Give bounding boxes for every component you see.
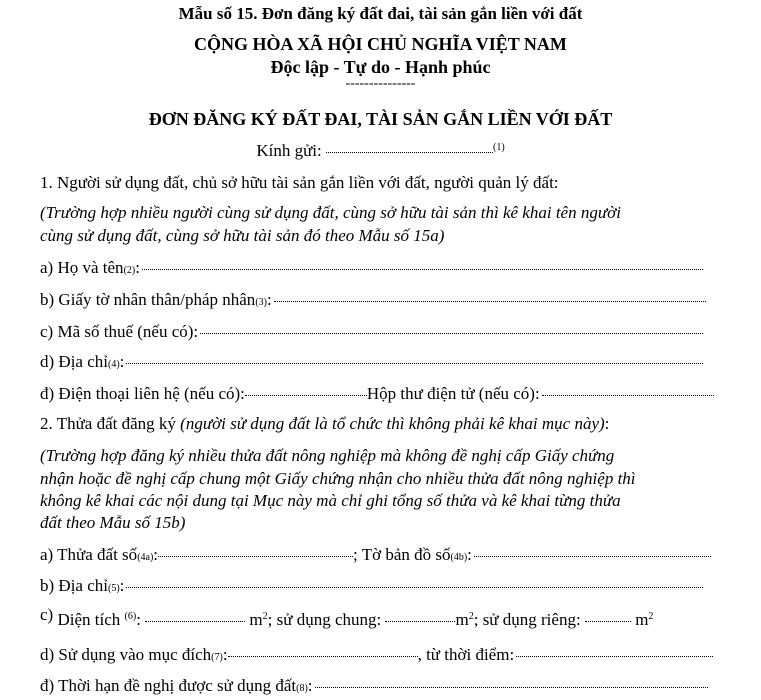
s1-tax-field[interactable] bbox=[200, 332, 703, 334]
s2-shared-field[interactable] bbox=[385, 620, 455, 622]
section1-note-line1: (Trường hợp nhiều người cùng sử dụng đất, cùng sở hữu tài sản thì kê khai tên người bbox=[40, 203, 621, 222]
s2-since-label: , từ thời điểm: bbox=[417, 645, 515, 664]
s1-name-label: a) Họ và tên bbox=[40, 258, 124, 277]
s2-term-field[interactable] bbox=[315, 686, 708, 688]
s2-map-field[interactable] bbox=[474, 555, 711, 557]
motto: Độc lập - Tự do - Hạnh phúc bbox=[270, 57, 491, 77]
s1-id-field[interactable] bbox=[274, 300, 706, 302]
s2-since-field[interactable] bbox=[516, 655, 713, 657]
s2-address-row: b) Địa chỉ (5) : bbox=[40, 576, 705, 596]
section2-heading-end: : bbox=[604, 414, 610, 433]
s2-address-label: b) Địa chỉ bbox=[40, 576, 108, 595]
s2-area-unit: m bbox=[249, 610, 263, 629]
document-title: ĐƠN ĐĂNG KÝ ĐẤT ĐAI, TÀI SẢN GẮN LIỀN VỚI ĐẤT bbox=[148, 109, 613, 129]
section2-note-line3: không kê khai các nội dung tại Mục này mà chỉ ghi tổng số thửa và kê khai từng thửa bbox=[40, 491, 621, 510]
s1-tax-label: c) Mã số thuế (nếu có): bbox=[40, 322, 199, 341]
s1-phone-field[interactable] bbox=[245, 394, 367, 396]
s2-term-row: đ) Thời hạn đề nghị được sử dụng đất (8) : bbox=[40, 676, 710, 696]
s2-private-unit-exp: 2 bbox=[648, 611, 654, 622]
section2-heading: 2. Thửa đất đăng ký bbox=[40, 414, 181, 433]
section2-heading-note: (người sử dụng đất là tổ chức thì không phải kê khai mục này) bbox=[180, 414, 605, 433]
s2-parcel-label: a) Thửa đất số bbox=[40, 545, 138, 564]
s2-purpose-field[interactable] bbox=[228, 655, 418, 657]
s1-name-field[interactable] bbox=[142, 268, 703, 270]
s2-area-prefix: c) bbox=[40, 605, 54, 624]
recipient-label: Kính gửi: bbox=[256, 141, 326, 160]
s2-private-field[interactable] bbox=[585, 620, 631, 622]
s2-parcel-row: a) Thửa đất số (4a) : ; Tờ bản đồ số (4b) : bbox=[40, 545, 713, 565]
recipient-note: (1) bbox=[493, 142, 505, 153]
s2-private-label: ; sử dụng riêng: bbox=[473, 610, 585, 629]
s1-contact-row bbox=[40, 384, 716, 404]
s2-purpose-label: d) Sử dụng vào mục đích bbox=[40, 645, 212, 664]
s1-address-row: d) Địa chỉ (4) : bbox=[40, 352, 705, 372]
form-title: Mẫu số 15. Đơn đăng ký đất đai, tài sản gắn liền với đất bbox=[178, 4, 583, 23]
section2-note-line1: (Trường hợp đăng ký nhiều thửa đất nông nghiệp mà không đề nghị cấp Giấy chứng bbox=[40, 446, 615, 465]
s2-purpose-row: d) Sử dụng vào mục đích (7) : , từ thời điểm: bbox=[40, 645, 715, 665]
country-name: CỘNG HÒA XÃ HỘI CHỦ NGHĨA VIỆT NAM bbox=[194, 34, 567, 54]
s2-address-field[interactable] bbox=[126, 586, 703, 588]
s2-shared-label: ; sử dụng chung: bbox=[267, 610, 386, 629]
s1-address-label: d) Địa chỉ bbox=[40, 352, 108, 371]
section2-note-line4: đất theo Mẫu số 15b) bbox=[40, 513, 186, 532]
s2-map-label: ; Tờ bản đồ số bbox=[353, 545, 451, 564]
section1-note-line2: cùng sử dụng đất, cùng sở hữu tài sản đó theo Mẫu số 15a) bbox=[40, 226, 445, 245]
s1-email-label: Hộp thư điện tử (nếu có): bbox=[366, 384, 540, 403]
s2-area-label: Diện tích bbox=[53, 610, 125, 629]
s2-area-note: (6) bbox=[124, 611, 137, 622]
s1-address-field[interactable] bbox=[126, 362, 703, 364]
s2-private-unit: m bbox=[635, 610, 649, 629]
s1-name-row: a) Họ và tên (2) : bbox=[40, 258, 705, 278]
s2-shared-unit-exp: 2 bbox=[468, 611, 474, 622]
s2-area-field[interactable] bbox=[145, 620, 245, 622]
s1-id-label: b) Giấy tờ nhân thân/pháp nhân bbox=[40, 290, 256, 309]
section2-heading-line bbox=[40, 414, 609, 434]
s1-id-row: b) Giấy tờ nhân thân/pháp nhân (3) : bbox=[40, 290, 708, 310]
s1-phone-label: đ) Điện thoại liên hệ (nếu có): bbox=[40, 384, 245, 403]
s2-parcel-field[interactable] bbox=[158, 555, 353, 557]
separator: --------------- bbox=[345, 76, 416, 91]
s1-email-field[interactable] bbox=[542, 394, 714, 396]
recipient-line bbox=[0, 141, 761, 161]
s2-shared-unit: m bbox=[455, 610, 469, 629]
s2-term-label: đ) Thời hạn đề nghị được sử dụng đất bbox=[40, 676, 297, 695]
s2-area-unit-exp: 2 bbox=[262, 611, 268, 622]
section2-note-line2: nhận hoặc đề nghị cấp chung một Giấy chứng nhận cho nhiều thửa đất nông nghiệp thì bbox=[40, 469, 636, 488]
s1-tax-row bbox=[40, 322, 705, 342]
section1-heading: 1. Người sử dụng đất, chủ sở hữu tài sản gắn liền với đất, người quản lý đất: bbox=[40, 173, 559, 192]
s2-area-row: c) Diện tích $^{(6)}$: $m^2$; sử dụng chung: $m^2$; sử dụng riêng: $m^2$ bbox=[40, 605, 654, 629]
recipient-field[interactable] bbox=[326, 151, 493, 153]
